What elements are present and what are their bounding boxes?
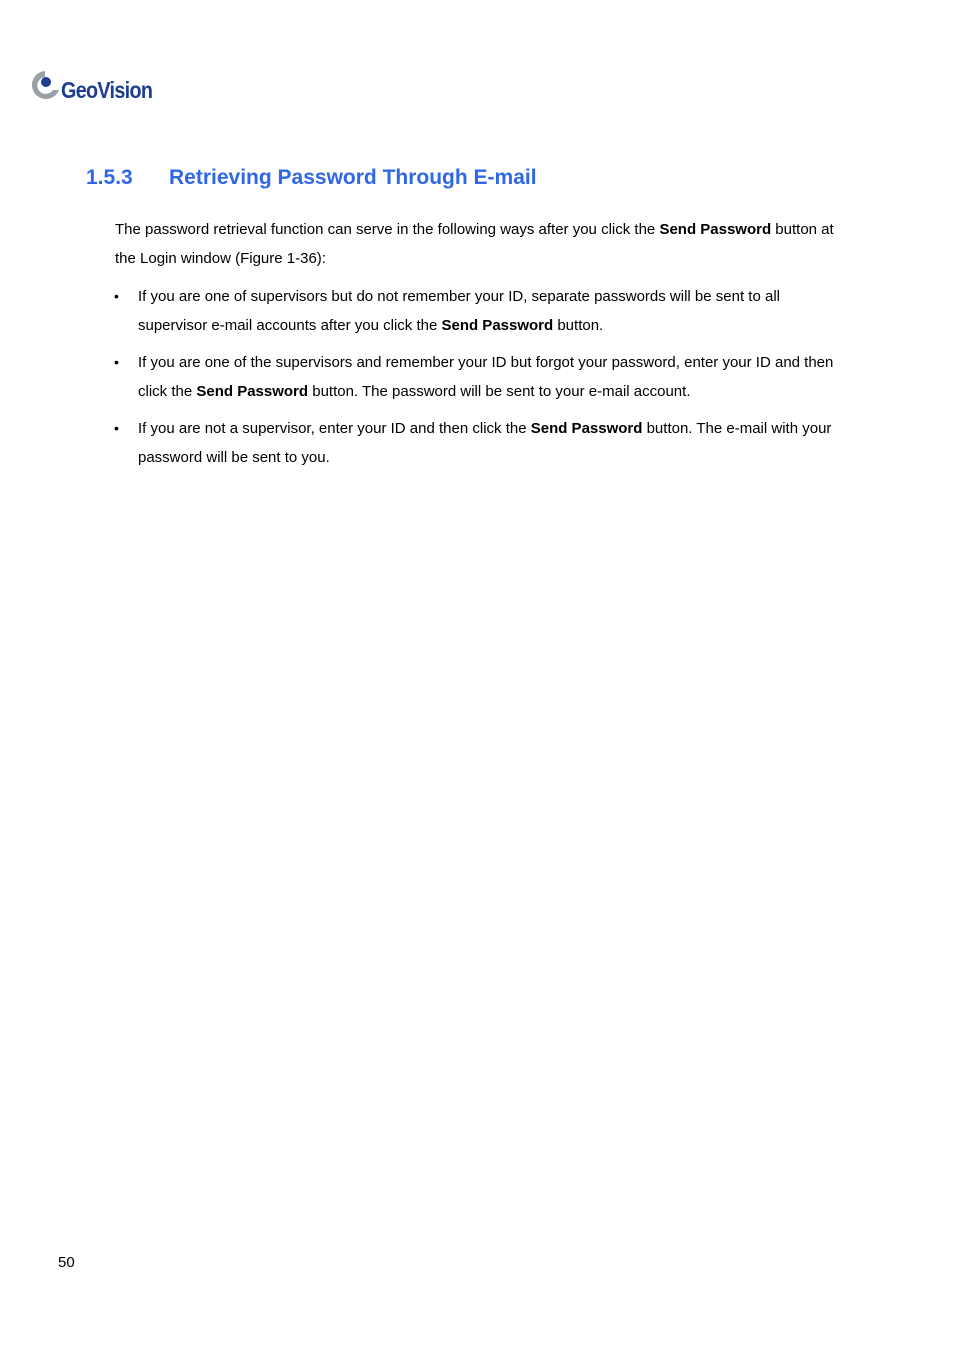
list-item-text-end: button. The password will be sent to your e-mail account. [308, 383, 691, 400]
geovision-logo-icon [28, 68, 62, 104]
list-item-text: If you are not a supervisor, enter your ID and then click the [138, 420, 531, 437]
intro-bold-term: Send Password [659, 221, 772, 238]
geovision-logo [28, 68, 178, 108]
list-item-bold: Send Password [530, 420, 643, 437]
intro-text: The password retrieval function can serve in the following ways after you click the [115, 221, 660, 238]
list-item-text: If you are one of supervisors but do not remember your ID, separate passwords will be sent to all supervisor e-mail accounts after you click the [138, 288, 780, 334]
logo-text: GeoVision [61, 77, 153, 103]
section-number: 1.5.3 [86, 166, 133, 189]
list-item-text-end: button. [553, 317, 604, 334]
page-number: 50 [58, 1254, 75, 1271]
list-item-bold: Send Password [196, 383, 309, 400]
section-heading [86, 166, 537, 190]
list-item-text-end: button. The e-mail with your password will be sent to you. [138, 420, 832, 466]
list-item [138, 414, 853, 472]
list-item-bold: Send Password [441, 317, 554, 334]
list-item [138, 348, 853, 406]
section-title: Retrieving Password Through E-mail [169, 166, 537, 189]
list-item [138, 282, 853, 340]
intro-text-end: button at the Login window (Figure 1-36): [115, 221, 834, 267]
list-item-text: If you are one of the supervisors and remember your ID but forgot your password, enter your ID and then click the [138, 354, 834, 400]
intro-paragraph [115, 215, 835, 273]
bullet-list [138, 282, 853, 480]
